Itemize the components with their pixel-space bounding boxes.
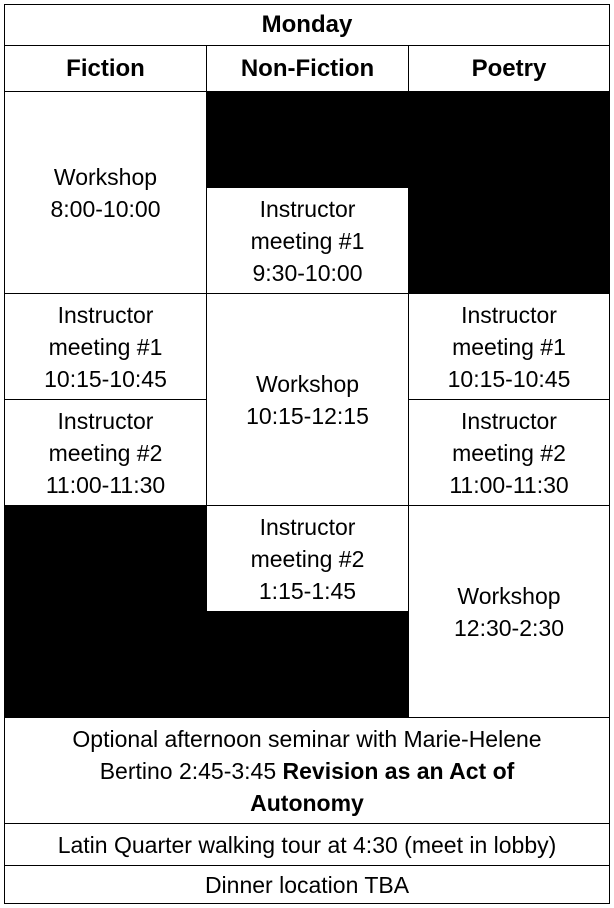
- nonfiction-workshop-time: 10:15-12:15: [246, 402, 369, 429]
- poetry-workshop-cell: [408, 505, 610, 718]
- schedule-table: [4, 4, 610, 904]
- poetry-meeting2-time: 11:00-11:30: [449, 471, 569, 498]
- poetry-meeting1-cell: [408, 293, 610, 400]
- fiction-blocked-slot: [4, 505, 207, 717]
- column-header-poetry-label: Poetry: [471, 54, 547, 82]
- seminar-line2: [100, 755, 515, 787]
- dinner-row: [4, 865, 610, 904]
- fiction-meeting1-time: 10:15-10:45: [44, 365, 167, 392]
- fiction-meeting2-cell: [4, 399, 207, 506]
- walking-tour-row: [4, 823, 610, 866]
- poetry-meeting2-line2: meeting #2: [452, 439, 566, 466]
- poetry-workshop-time: 12:30-2:30: [454, 614, 564, 641]
- fiction-meeting2-line1: Instructor: [57, 407, 154, 434]
- seminar-row: [4, 717, 610, 824]
- poetry-meeting2-line1: Instructor: [461, 407, 557, 434]
- fiction-workshop-time: 8:00-10:00: [50, 195, 161, 222]
- seminar-line1: Optional afternoon seminar with Marie-Helene: [72, 725, 542, 752]
- nonfiction-blocked-slot-top: [206, 91, 409, 188]
- nonfiction-meeting1-line1: Instructor: [259, 195, 356, 222]
- day-title-text: Monday: [261, 11, 353, 38]
- fiction-meeting2-time: 11:00-11:30: [45, 471, 166, 498]
- day-title: [4, 4, 610, 46]
- column-header-nonfiction: [206, 45, 409, 92]
- fiction-meeting1-line1: Instructor: [57, 301, 154, 328]
- column-header-fiction-label: Fiction: [66, 54, 145, 82]
- seminar-speaker-time: Bertino 2:45-3:45: [99, 757, 283, 784]
- nonfiction-workshop-cell: [206, 293, 409, 506]
- poetry-meeting1-line1: Instructor: [461, 301, 557, 328]
- fiction-meeting1-line2: meeting #1: [48, 333, 163, 360]
- poetry-meeting2-cell: [408, 399, 610, 506]
- nonfiction-meeting2-time: 1:15-1:45: [258, 577, 357, 604]
- fiction-workshop-title: Workshop: [53, 163, 158, 190]
- poetry-workshop-title: Workshop: [457, 582, 561, 609]
- nonfiction-meeting2-cell: [206, 505, 409, 612]
- column-header-poetry: [408, 45, 610, 92]
- walking-tour-text: Latin Quarter walking tour at 4:30 (meet in lobby): [57, 831, 557, 858]
- nonfiction-meeting2-line2: meeting #2: [250, 545, 365, 572]
- poetry-meeting1-line2: meeting #1: [452, 333, 566, 360]
- nonfiction-meeting1-cell: [206, 187, 409, 294]
- dinner-text: Dinner location TBA: [204, 871, 410, 898]
- fiction-meeting2-line2: meeting #2: [48, 439, 163, 466]
- nonfiction-meeting1-line2: meeting #1: [250, 227, 365, 254]
- nonfiction-meeting1-time: 9:30-10:00: [252, 259, 363, 286]
- nonfiction-blocked-slot-bottom: [206, 611, 409, 717]
- fiction-workshop-cell: [4, 91, 207, 294]
- column-header-fiction: [4, 45, 207, 92]
- fiction-meeting1-cell: [4, 293, 207, 400]
- seminar-title-part2: Autonomy: [250, 789, 364, 816]
- nonfiction-workshop-title: Workshop: [255, 370, 360, 397]
- poetry-blocked-slot: [408, 91, 610, 294]
- nonfiction-meeting2-line1: Instructor: [259, 513, 356, 540]
- seminar-title-part1: Revision as an Act of: [282, 757, 515, 784]
- poetry-meeting1-time: 10:15-10:45: [447, 365, 571, 392]
- column-header-nonfiction-label: Non-Fiction: [240, 54, 375, 82]
